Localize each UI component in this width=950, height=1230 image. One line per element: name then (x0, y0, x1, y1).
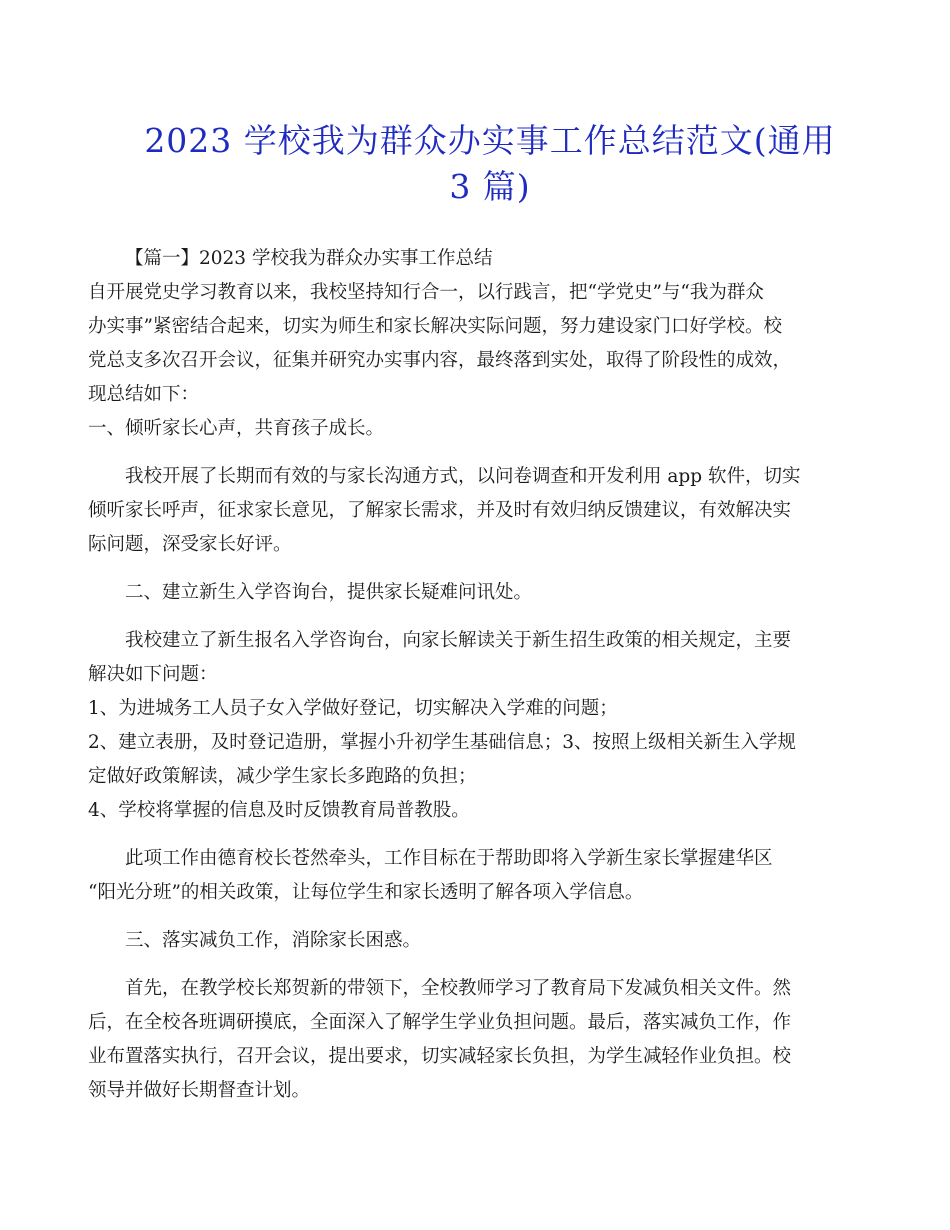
intro-line-4: 现总结如下： (88, 384, 200, 405)
list-item-1: 1、为进城务工人员子女入学做好登记，切实解决入学难的问题； (88, 698, 618, 719)
paragraph-3-line-2: “阳光分班”的相关政策，让每位学生和家长透明了解各项入学信息。 (88, 882, 644, 903)
list-item-2-line-2: 定做好政策解读，减少学生家长多跑路的负担； (88, 766, 477, 787)
paragraph-1-line-3: 际问题，深受家长好评。 (88, 534, 292, 555)
paragraph-4-line-1: 首先，在教学校长郑贺新的带领下，全校教师学习了教育局下发减负相关文件。然 (125, 978, 792, 999)
document-body (88, 242, 868, 1108)
intro-line-3: 党总支多次召开会议，征集并研究办实事内容，最终落到实处，取得了阶段性的成效， (88, 350, 792, 371)
heading-1: 一、倾听家长心声，共育孩子成长。 (88, 418, 385, 439)
paragraph-1-line-1: 我校开展了长期而有效的与家长沟通方式，以问卷调查和开发利用 app 软件，切实 (125, 466, 801, 487)
heading-2: 二、建立新生入学咨询台，提供家长疑难问讯处。 (125, 582, 533, 603)
paragraph-4-line-2: 后，在全校各班调研摸底，全面深入了解学生学业负担问题。最后，落实减负工作，作 (88, 1012, 792, 1033)
paragraph-4-line-4: 领导并做好长期督查计划。 (88, 1080, 311, 1101)
section-heading: 【篇一】2023 学校我为群众办实事工作总结 (125, 248, 493, 269)
title-line-2: 3 篇) (449, 167, 531, 206)
document-title (110, 118, 870, 210)
title-line-1: 2023 学校我为群众办实事工作总结范文(通用 (144, 121, 836, 160)
paragraph-3-line-1: 此项工作由德育校长苍然牵头，工作目标在于帮助即将入学新生家长掌握建华区 (125, 848, 773, 869)
intro-line-1: 自开展党史学习教育以来，我校坚持知行合一，以行践言，把“学党史”与“我为群众 (88, 282, 764, 303)
paragraph-4-line-3: 业布置落实执行，召开会议，提出要求，切实减轻家长负担，为学生减轻作业负担。校 (88, 1046, 792, 1067)
list-item-4: 4、学校将掌握的信息及时反馈教育局普教股。 (88, 800, 470, 821)
heading-3: 三、落实减负工作，消除家长困惑。 (125, 930, 422, 951)
paragraph-1-line-2: 倾听家长呼声，征求家长意见，了解家长需求，并及时有效归纳反馈建议，有效解决实 (88, 500, 792, 521)
paragraph-2-line-1: 我校建立了新生报名入学咨询台，向家长解读关于新生招生政策的相关规定，主要 (125, 630, 792, 651)
intro-line-2: 办实事”紧密结合起来，切实为师生和家长解决实际问题，努力建设家门口好学校。校 (88, 316, 782, 337)
paragraph-2-line-2: 解决如下问题： (88, 664, 218, 685)
list-item-2-line-1: 2、建立表册，及时登记造册，掌握小升初学生基础信息；3、按照上级相关新生入学规 (88, 732, 797, 753)
